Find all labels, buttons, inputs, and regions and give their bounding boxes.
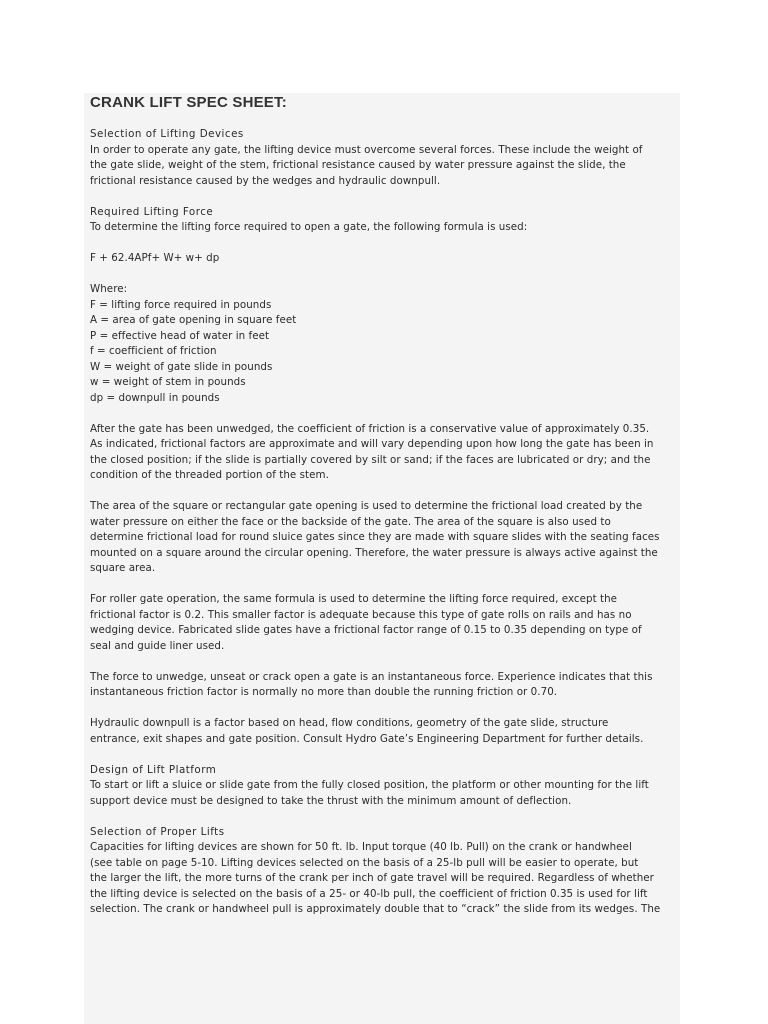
- section-heading: Design of Lift Platform: [90, 763, 217, 776]
- list-item: P = effective head of water in feet: [90, 329, 270, 342]
- list-item: A = area of gate opening in square feet: [90, 314, 297, 326]
- where-label: Where:: [90, 283, 128, 295]
- text-line: The force to unwedge, unseat or crack open a gate is an instantaneous force. Experience indicates that this: [90, 670, 653, 683]
- text-line: square area.: [90, 562, 156, 574]
- text-line: As indicated, frictional factors are approximate and will vary depending upon how long the gate has been in: [90, 438, 654, 450]
- text-line: determine frictional load for round sluice gates since they are made with square slides with the seating faces: [90, 531, 660, 543]
- section-required-lifting-force: [90, 205, 680, 236]
- list-item: w = weight of stem in pounds: [90, 376, 246, 388]
- paragraph-hydraulic-downpull: [90, 716, 680, 747]
- where-list: [90, 282, 680, 406]
- text-line: frictional factor is 0.2. This smaller factor is adequate because this type of gate rolls on rails and has no: [90, 608, 632, 621]
- text-line: mounted on a square around the circular opening. Therefore, the water pressure is always active against the: [90, 546, 658, 559]
- text-line: the closed position; if the slide is partially covered by silt or sand; if the faces are lubricated or dry; and the: [90, 453, 651, 466]
- section-heading: Selection of Lifting Devices: [90, 128, 244, 140]
- text-line: instantaneous friction factor is normally no more than double the running friction or 0.70.: [90, 686, 558, 698]
- text-line: (see table on page 5-10. Lifting devices selected on the basis of a 25-lb pull will be easier to operate, but: [90, 856, 639, 869]
- text-line: In order to operate any gate, the lifting device must overcome several forces. These include the weight of: [90, 143, 643, 156]
- text-line: entrance, exit shapes and gate position. Consult Hydro Gate’s Engineering Department for further details.: [90, 732, 644, 745]
- text-line: the larger the lift, the more turns of the crank per inch of gate travel will be required. Regardless of whether: [90, 872, 654, 884]
- formula-text: F + 62.4APf+ W+ w+ dp: [90, 252, 220, 264]
- list-item: f = coefficient of friction: [90, 345, 217, 357]
- text-line: condition of the threaded portion of the stem.: [90, 469, 329, 481]
- paragraph-roller-gate: [90, 592, 680, 654]
- paragraph-coefficient-of-friction: [90, 422, 680, 484]
- text-line: frictional resistance caused by the wedges and hydraulic downpull.: [90, 174, 441, 187]
- text-line: Capacities for lifting devices are shown for 50 ft. lb. Input torque (40 lb. Pull) on the crank or handwheel: [90, 841, 632, 853]
- text-line: Hydraulic downpull is a factor based on head, flow conditions, geometry of the gate slide, structure: [90, 717, 609, 729]
- section-selection-of-lifting-devices: [90, 127, 680, 189]
- section-heading: Selection of Proper Lifts: [90, 825, 225, 838]
- text-line: For roller gate operation, the same formula is used to determine the lifting force required, except the: [90, 593, 618, 605]
- section-selection-of-proper-lifts: [90, 825, 680, 918]
- list-item: dp = downpull in pounds: [90, 391, 220, 404]
- section-heading: Required Lifting Force: [90, 205, 214, 218]
- paragraph-gate-opening-area: [90, 499, 680, 577]
- text-line: To determine the lifting force required to open a gate, the following formula is used:: [90, 221, 528, 233]
- text-line: To start or lift a sluice or slide gate from the fully closed position, the platform or other mounting for the lift: [90, 779, 649, 791]
- formula: [90, 251, 680, 267]
- text-line: seal and guide liner used.: [90, 639, 225, 652]
- text-line: the lifting device is selected on the basis of a 25- or 40-lb pull, the coefficient of friction 0.35 is used for lift: [90, 887, 648, 900]
- section-design-of-lift-platform: [90, 763, 680, 810]
- list-item: F = lifting force required in pounds: [90, 298, 272, 311]
- text-line: support device must be designed to take the thrust with the minimum amount of deflection.: [90, 794, 572, 807]
- text-line: wedging device. Fabricated slide gates have a frictional factor range of 0.15 to 0.35 depending on type of: [90, 624, 642, 636]
- paragraph-unwedge-force: [90, 670, 680, 701]
- list-item: W = weight of gate slide in pounds: [90, 360, 273, 373]
- text-line: the gate slide, weight of the stem, frictional resistance caused by water pressure against the slide, the: [90, 159, 626, 171]
- page-title: CRANK LIFT SPEC SHEET:: [90, 94, 287, 111]
- document-page: [84, 93, 680, 1024]
- text-line: After the gate has been unwedged, the coefficient of friction is a conservative value of approximately 0.35.: [90, 422, 650, 435]
- text-line: The area of the square or rectangular gate opening is used to determine the frictional load created by the: [90, 500, 643, 512]
- document-content: [90, 93, 680, 933]
- text-line: selection. The crank or handwheel pull is approximately double that to “crack” the slide from its wedges. The: [90, 903, 661, 915]
- text-line: water pressure on either the face or the backside of the gate. The area of the square is also used to: [90, 515, 611, 528]
